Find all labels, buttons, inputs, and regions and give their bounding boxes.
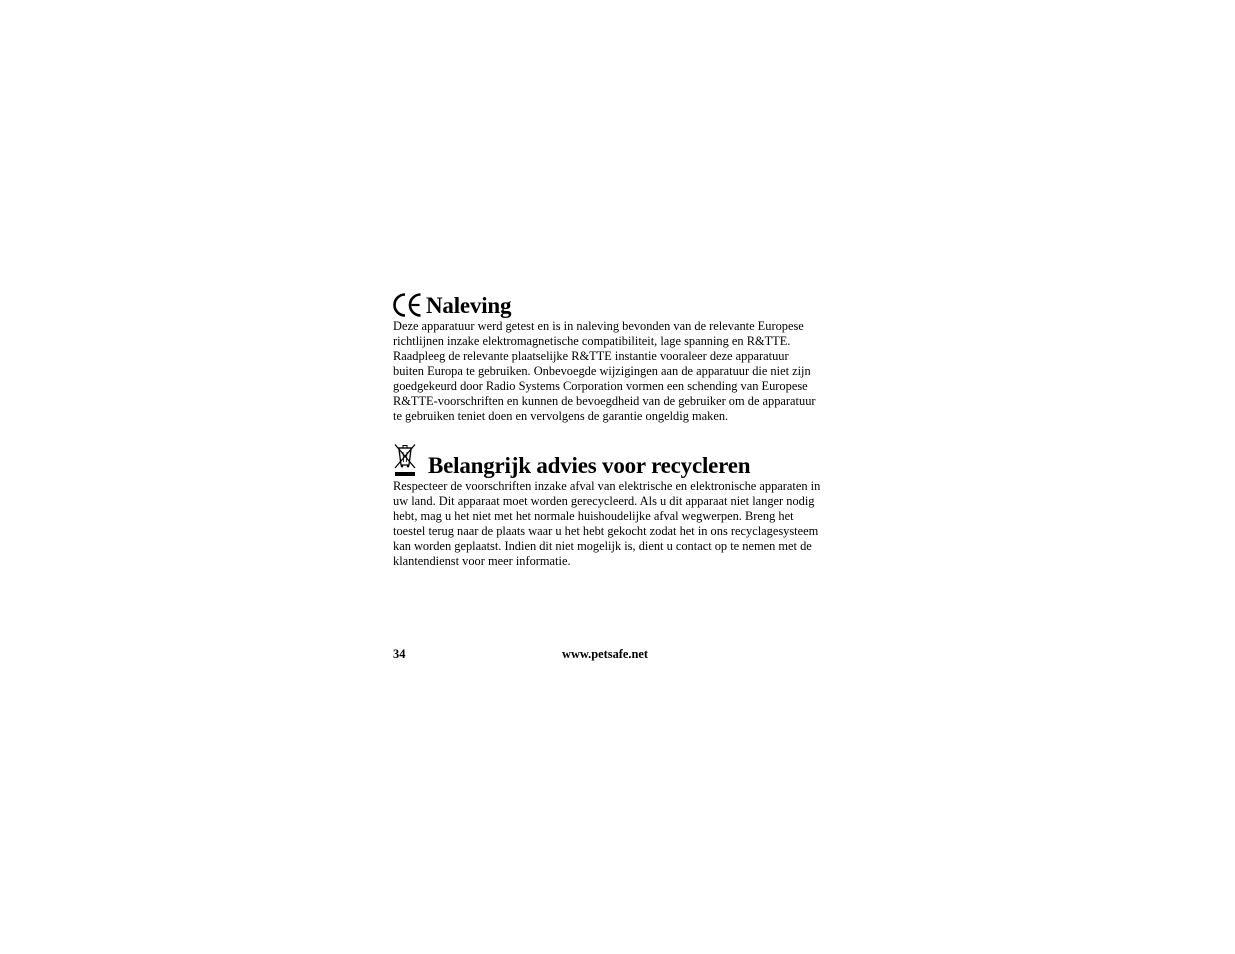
compliance-line: goedgekeurd door Radio Systems Corporation vormen een schending van Europese [393,379,808,393]
recycling-line: Respecteer de voorschriften inzake afval van elektrische en elektronische apparaten in [393,479,821,493]
recycling-body [393,479,820,569]
compliance-line: R&TTE-voorschriften en kunnen de bevoegdheid van de gebruiker om de apparatuur [393,394,816,408]
crossed-out-bin-icon [393,443,417,477]
compliance-line: Raadpleeg de relevante plaatselijke R&TTE instantie vooraleer deze apparatuur [393,349,789,363]
compliance-line: richtlijnen inzake elektromagnetische compatibiliteit, lage spanning en R&TTE. [393,334,791,348]
compliance-line: Deze apparatuur werd getest en is in naleving bevonden van de relevante Europese [393,319,804,333]
recycling-line: hebt, mag u het niet met het normale huishoudelijke afval wegwerpen. Breng het [393,509,794,523]
compliance-heading [393,293,816,319]
recycling-line: kan worden geplaatst. Indien dit niet mogelijk is, dient u contact op te nemen met de [393,539,812,553]
compliance-section [393,293,816,424]
recycling-section [393,443,820,569]
website-url: www.petsafe.net [562,647,649,661]
compliance-body [393,319,816,424]
compliance-title: Naleving [426,293,512,318]
recycling-line: toestel terug naar de plaats waar u het hebt gekocht zodat het in ons recyclagesysteem [393,524,819,538]
recycling-line: uw land. Dit apparaat moet worden gerecycleerd. Als u dit apparaat niet langer nodig [393,494,815,508]
page-number: 34 [393,647,406,661]
compliance-line: te gebruiken teniet doen en vervolgens de garantie ongeldig maken. [393,409,729,423]
recycling-heading [393,443,820,479]
recycling-line: klantendienst voor meer informatie. [393,554,571,568]
ce-mark-icon [393,293,423,317]
compliance-line: buiten Europa te gebruiken. Onbevoegde wijzigingen aan de apparatuur die niet zijn [393,364,811,378]
recycling-title: Belangrijk advies voor recycleren [428,453,751,478]
